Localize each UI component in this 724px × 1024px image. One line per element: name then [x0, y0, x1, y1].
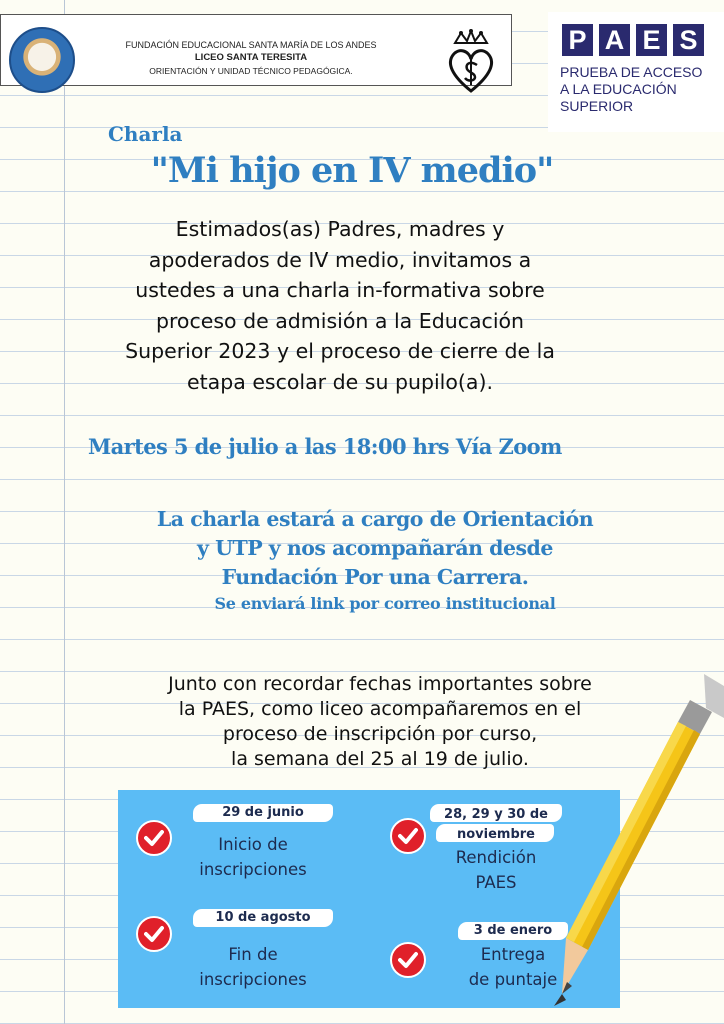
crown-heart-crest-icon	[441, 29, 501, 95]
intro-line: etapa escolar de su pupilo(a).	[187, 369, 493, 394]
paes-subtitle-line: PRUEBA DE ACCESO	[560, 64, 703, 80]
calendar-event-line: de puntaje	[468, 970, 558, 989]
calendar-event-line: Fin de	[228, 945, 278, 964]
intro-line: apoderados de IV medio, invitamos a	[148, 247, 532, 272]
intro-line: Estimados(as) Padres, madres y	[175, 217, 505, 241]
intro-line: proceso de admisión a la Educación	[155, 308, 525, 333]
intro-paragraph	[60, 214, 620, 397]
calendar-event-line: inscripciones	[199, 860, 307, 879]
paes-logo	[562, 24, 704, 56]
dates-line: proceso de inscripción por curso,	[222, 723, 538, 745]
school-seal-logo	[9, 27, 75, 93]
school-header	[0, 14, 512, 86]
intro-line: Superior 2023 y el proceso de cierre de la	[125, 339, 555, 363]
check-icon	[390, 818, 426, 854]
paes-letter: A	[599, 24, 630, 56]
paes-subtitle-line: A LA EDUCACIÓN	[560, 81, 677, 97]
organizers-line: y UTP y nos acompañarán desde	[197, 536, 553, 560]
calendar-event	[178, 942, 328, 992]
intro-line: ustedes a una charla in-formativa sobre	[135, 278, 545, 302]
calendar-date-line: noviembre	[456, 827, 535, 842]
link-note: Se enviará link por correo institucional	[214, 594, 556, 613]
check-icon	[136, 916, 172, 952]
dates-line: la semana del 25 al 19 de julio.	[231, 748, 529, 770]
calendar-event-line: Inicio de	[218, 835, 288, 854]
dates-line: Junto con recordar fechas importantes sobre	[168, 673, 592, 695]
organizers-paragraph	[60, 505, 690, 592]
paes-letter: P	[562, 24, 593, 56]
organizers-line: La charla estará a cargo de Orientación	[156, 507, 594, 531]
calendar-event-line: inscripciones	[199, 970, 307, 989]
calendar-event-line: Rendición	[455, 848, 537, 867]
calendar-date: 29 de junio	[222, 805, 304, 820]
dates-line: la PAES, como liceo acompañaremos en el	[178, 698, 582, 720]
calendar-date: 10 de agosto	[215, 910, 311, 925]
event-title: "Mi hijo en IV medio"	[150, 150, 554, 191]
pencil-icon	[540, 660, 724, 1024]
paes-subtitle	[560, 64, 720, 115]
calendar-event-line: PAES	[475, 873, 517, 892]
check-icon	[390, 942, 426, 978]
calendar-date-line: 28, 29 y 30 de	[444, 807, 548, 822]
calendar-event	[178, 832, 328, 882]
calendar-date: 3 de enero	[473, 923, 553, 938]
organizers-line: Fundación Por una Carrera.	[221, 565, 529, 589]
check-icon	[136, 820, 172, 856]
paes-letter: S	[673, 24, 704, 56]
department-name: ORIENTACIÓN Y UNIDAD TÉCNICO PEDAGÓGICA.	[149, 66, 353, 76]
paes-logo-card	[548, 12, 724, 132]
event-kicker: Charla	[108, 122, 183, 146]
paes-subtitle-line: SUPERIOR	[560, 98, 634, 114]
school-name: LICEO SANTA TERESITA	[194, 52, 308, 63]
calendar-event-line: Entrega	[480, 945, 546, 964]
paes-letter: E	[636, 24, 667, 56]
foundation-name: FUNDACIÓN EDUCACIONAL SANTA MARÍA DE LOS ANDES	[125, 40, 377, 50]
event-datetime: Martes 5 de julio a las 18:00 hrs Vía Zoom	[88, 434, 562, 459]
